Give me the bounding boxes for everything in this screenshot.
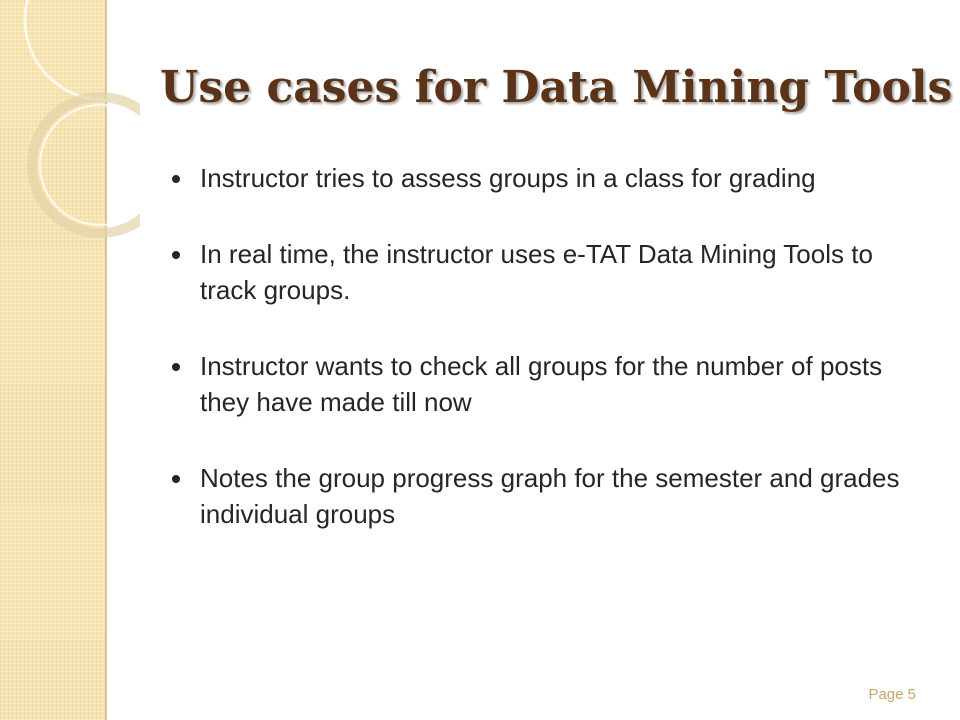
bullet-dot-icon <box>172 363 180 371</box>
bullet-item <box>172 460 932 532</box>
slide-title: Use cases for Data Mining Tools <box>160 62 953 113</box>
bullet-list <box>172 160 932 572</box>
bullet-text: Instructor wants to check all groups for the number of posts they have made till now <box>200 351 883 417</box>
decorative-circle-ring <box>32 97 140 233</box>
bullet-dot-icon <box>172 475 180 483</box>
page-number: Page 5 <box>868 686 916 703</box>
bullet-dot-icon <box>172 175 180 183</box>
decorative-circles <box>0 0 140 260</box>
decorative-circle-large <box>25 0 140 100</box>
bullet-text: In real time, the instructor uses e-TAT Data Mining Tools to track groups. <box>200 239 873 305</box>
bullet-text: Notes the group progress graph for the semester and grades individual groups <box>200 463 900 529</box>
bullet-item <box>172 348 932 420</box>
bullet-item <box>172 160 932 196</box>
bullet-dot-icon <box>172 251 180 259</box>
bullet-item <box>172 236 932 308</box>
decorative-circle-inner <box>40 105 140 225</box>
bullet-text: Instructor tries to assess groups in a class for grading <box>200 163 816 193</box>
